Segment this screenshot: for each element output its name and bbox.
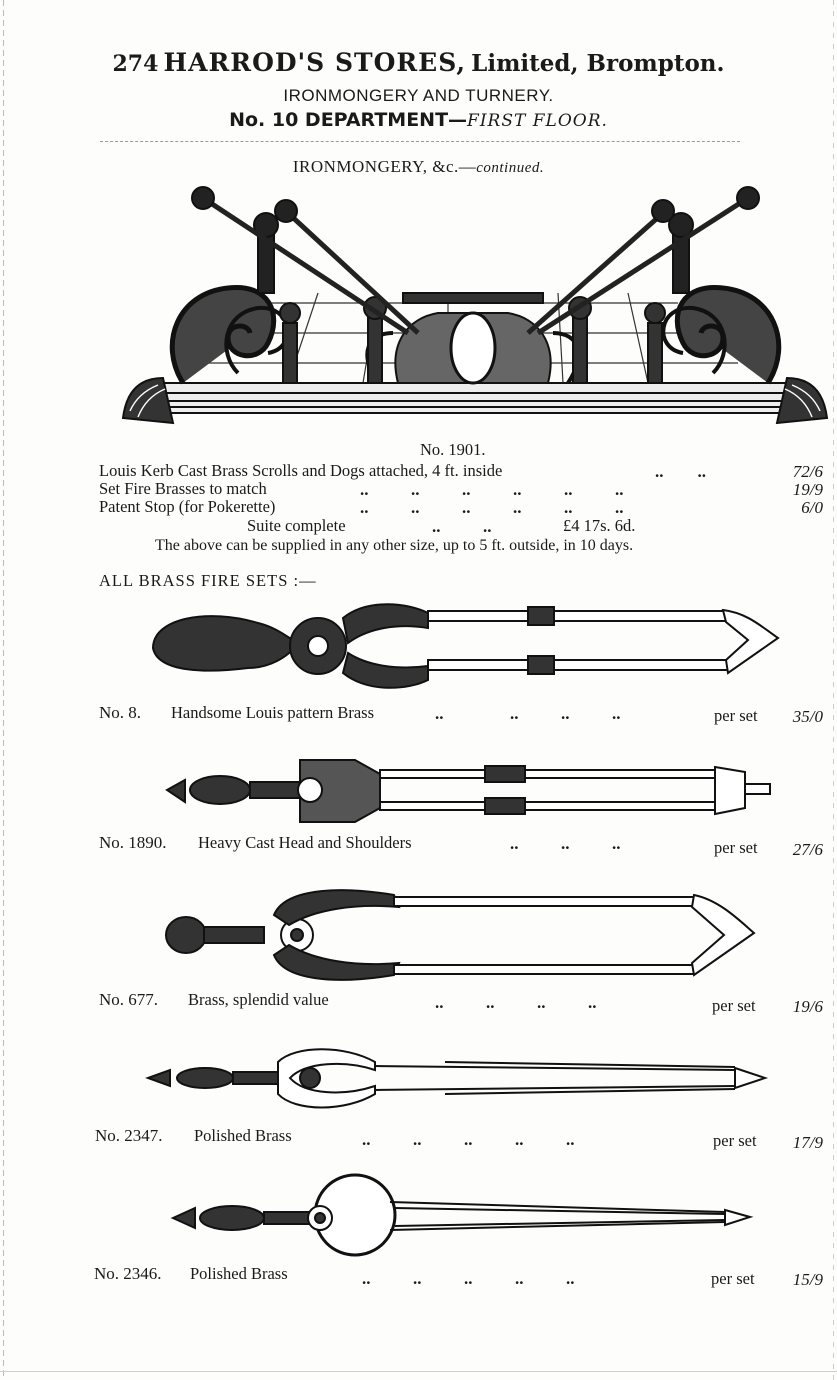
section-note: continued. (476, 160, 545, 176)
set-2-number: No. 1890. (99, 833, 167, 852)
page-edge-left (3, 0, 4, 1380)
set-1-per: per set (714, 706, 758, 725)
set-1-price: 35/0 (792, 707, 823, 726)
set-4-per: per set (713, 1131, 757, 1150)
suite-dots: .. .. (432, 517, 492, 536)
tongs-no-2347-illustration (145, 1040, 770, 1120)
department-line (0, 109, 837, 131)
kerb-item-number: No. 1901. (420, 440, 486, 459)
kerb-note: The above can be supplied in any other size, up to 5 ft. outside, in 10 days. (155, 537, 634, 554)
set-4-number: No. 2347. (95, 1126, 163, 1145)
floor-label: FIRST FLOOR. (467, 111, 608, 131)
set-2-desc: Heavy Cast Head and Shoulders (198, 833, 412, 852)
tongs-no-8-illustration (148, 598, 784, 698)
set-1-dots-b: .. .. .. (510, 704, 621, 723)
section-heading (0, 157, 837, 177)
kerb-line-1-dots: .. .. (655, 462, 706, 481)
page-number: 274 (112, 51, 159, 77)
kerb-line-1-price: 72/6 (792, 462, 823, 481)
header-divider (100, 141, 740, 142)
section-label: IRONMONGERY, &c.— (292, 157, 477, 176)
set-3-per: per set (712, 996, 756, 1015)
kerb-line-2-price: 19/9 (792, 480, 823, 499)
set-5-dots: .. .. .. .. .. (362, 1269, 575, 1288)
set-5-number: No. 2346. (94, 1264, 162, 1283)
set-1-number: No. 8. (99, 703, 142, 722)
kerb-line-1-desc: Louis Kerb Cast Brass Scrolls and Dogs attached, 4 ft. inside (99, 461, 503, 480)
set-2-dots: .. .. .. (510, 834, 621, 853)
set-5-per: per set (711, 1269, 755, 1288)
suite-label: Suite complete (247, 516, 346, 535)
page-subtitle: IRONMONGERY AND TURNERY. (283, 86, 554, 105)
company-suffix: Limited, Brompton. (471, 50, 725, 77)
tongs-no-677-illustration (164, 885, 760, 985)
set-5-desc: Polished Brass (190, 1264, 288, 1283)
tongs-no-2346-illustration (170, 1170, 755, 1265)
tongs-no-1890-illustration (165, 752, 775, 832)
department-label: No. 10 DEPARTMENT— (229, 109, 468, 131)
page-edge-right (833, 0, 834, 1380)
kerb-line-2-desc: Set Fire Brasses to match (99, 479, 267, 498)
set-4-desc: Polished Brass (194, 1126, 292, 1145)
set-1-dots-a: .. (435, 704, 444, 723)
kerb-line-3-price: 6/0 (801, 498, 823, 517)
set-4-dots: .. .. .. .. .. (362, 1130, 575, 1149)
suite-price: £4 17s. 6d. (563, 516, 636, 535)
set-2-price: 27/6 (792, 840, 823, 859)
set-3-price: 19/6 (792, 997, 823, 1016)
kerb-line-3-dots: .. .. .. .. .. .. (360, 498, 624, 517)
set-2-per: per set (714, 838, 758, 857)
fire-sets-heading: ALL BRASS FIRE SETS :— (99, 571, 317, 590)
page-header (0, 48, 837, 77)
set-3-desc: Brass, splendid value (188, 990, 329, 1009)
set-1-desc: Handsome Louis pattern Brass (171, 703, 375, 722)
set-4-price: 17/9 (792, 1133, 823, 1152)
fire-kerb-illustration (118, 183, 832, 443)
set-3-number: No. 677. (99, 990, 159, 1009)
company-name: HARROD'S STORES, (163, 48, 467, 77)
kerb-line-3-desc: Patent Stop (for Pokerette) (99, 497, 276, 516)
set-5-price: 15/9 (792, 1270, 823, 1289)
set-3-dots: .. .. .. .. (435, 993, 597, 1012)
page-edge-bottom (0, 1371, 837, 1372)
kerb-line-2-dots: .. .. .. .. .. .. (360, 480, 624, 499)
